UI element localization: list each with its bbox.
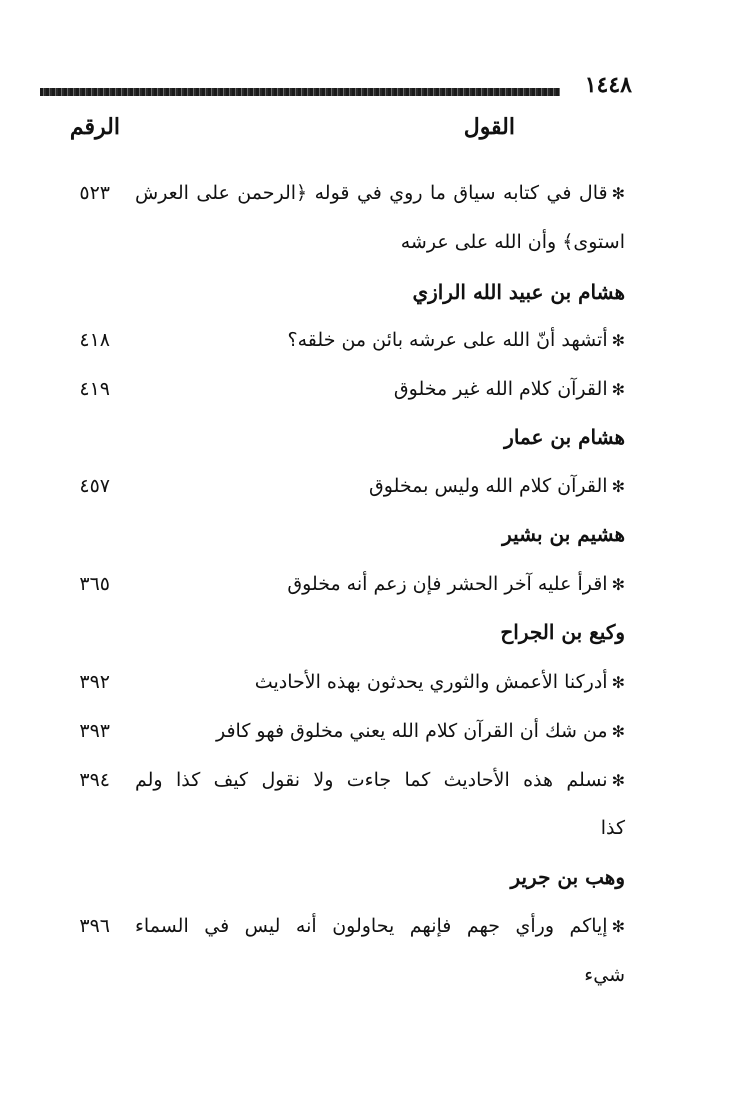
entry-text — [135, 466, 625, 507]
entry-text-content: أتشهد أنّ الله على عرشه بائن من خلقه؟ — [287, 329, 608, 351]
entry-row — [0, 466, 748, 506]
asterisk-icon: ✻ — [611, 673, 625, 692]
entry-text-content: وهب بن جرير — [510, 865, 625, 889]
entry-text — [135, 711, 625, 752]
entry-text-content: هشام بن عبيد الله الرازي — [412, 280, 625, 304]
asterisk-icon: ✻ — [611, 184, 625, 203]
asterisk-icon: ✻ — [611, 477, 625, 496]
entry-text-content: إياكم ورأي جهم فإنهم يحاولون أنه ليس في السماء — [135, 915, 608, 937]
entry-row — [0, 173, 748, 213]
section-title — [135, 272, 625, 312]
section-title — [135, 514, 625, 554]
entry-text — [135, 662, 625, 703]
entry-continuation — [0, 808, 748, 848]
entry-text — [135, 222, 625, 262]
asterisk-icon: ✻ — [611, 917, 625, 936]
column-header-quote: القول — [463, 114, 515, 140]
entry-text-content: من شك أن القرآن كلام الله يعني مخلوق فهو كافر — [215, 720, 608, 742]
entry-text — [135, 808, 625, 848]
entry-row — [0, 760, 748, 800]
entry-number: ٤١٨ — [79, 329, 110, 351]
entry-row — [0, 906, 748, 946]
section-title — [135, 857, 625, 897]
asterisk-icon: ✻ — [611, 722, 625, 741]
entry-number: ٣٩٢ — [79, 671, 110, 693]
entry-text — [135, 955, 625, 995]
header-rule — [40, 88, 560, 96]
entry-number: ٣٩٤ — [79, 769, 110, 791]
column-header-number: الرقم — [69, 114, 120, 140]
page-number: ١٤٤٨ — [584, 72, 632, 98]
entry-row — [0, 369, 748, 409]
section-title — [135, 417, 625, 457]
section-title — [135, 612, 625, 652]
entry-row — [0, 320, 748, 360]
entry-text-content: القرآن كلام الله غير مخلوق — [393, 378, 608, 400]
entry-text-content: هشام بن عمار — [504, 425, 625, 449]
section-heading — [0, 857, 748, 897]
asterisk-icon: ✻ — [611, 380, 625, 399]
entry-number: ٣٦٥ — [79, 573, 110, 595]
entry-text-content: قال في كتابه سياق ما روي في قوله ﴿الرحمن على العرش — [135, 182, 608, 204]
entry-number: ٣٩٣ — [79, 720, 110, 742]
entry-number: ٤٥٧ — [79, 475, 110, 497]
entry-text — [135, 760, 625, 801]
entry-number: ٥٢٣ — [79, 182, 110, 204]
entry-text-content: اقرأ عليه آخر الحشر فإن زعم أنه مخلوق — [287, 573, 608, 595]
entry-text — [135, 320, 625, 361]
entry-row — [0, 662, 748, 702]
entry-text — [135, 369, 625, 410]
entry-text-content: شيء — [584, 964, 625, 986]
asterisk-icon: ✻ — [611, 771, 625, 790]
section-heading — [0, 417, 748, 457]
asterisk-icon: ✻ — [611, 331, 625, 350]
entry-text-content: كذا — [600, 817, 625, 839]
entry-text — [135, 906, 625, 947]
entry-text-content: أدركنا الأعمش والثوري يحدثون بهذه الأحاديث — [254, 671, 608, 693]
entry-text — [135, 173, 625, 214]
entry-number: ٤١٩ — [79, 378, 110, 400]
asterisk-icon: ✻ — [611, 575, 625, 594]
entry-text-content: استوى﴾ وأن الله على عرشه — [400, 231, 625, 253]
entry-text-content: نسلم هذه الأحاديث كما جاءت ولا نقول كيف كذا ولم — [135, 769, 608, 791]
entry-row — [0, 564, 748, 604]
section-heading — [0, 272, 748, 312]
section-heading — [0, 514, 748, 554]
entry-continuation — [0, 222, 748, 262]
entry-text-content: وكيع بن الجراح — [500, 620, 625, 644]
section-heading — [0, 612, 748, 652]
entry-continuation — [0, 955, 748, 995]
entry-text-content: هشيم بن بشير — [502, 522, 625, 546]
entry-number: ٣٩٦ — [79, 915, 110, 937]
entry-text — [135, 564, 625, 605]
entry-text-content: القرآن كلام الله وليس بمخلوق — [369, 475, 608, 497]
entry-row — [0, 711, 748, 751]
